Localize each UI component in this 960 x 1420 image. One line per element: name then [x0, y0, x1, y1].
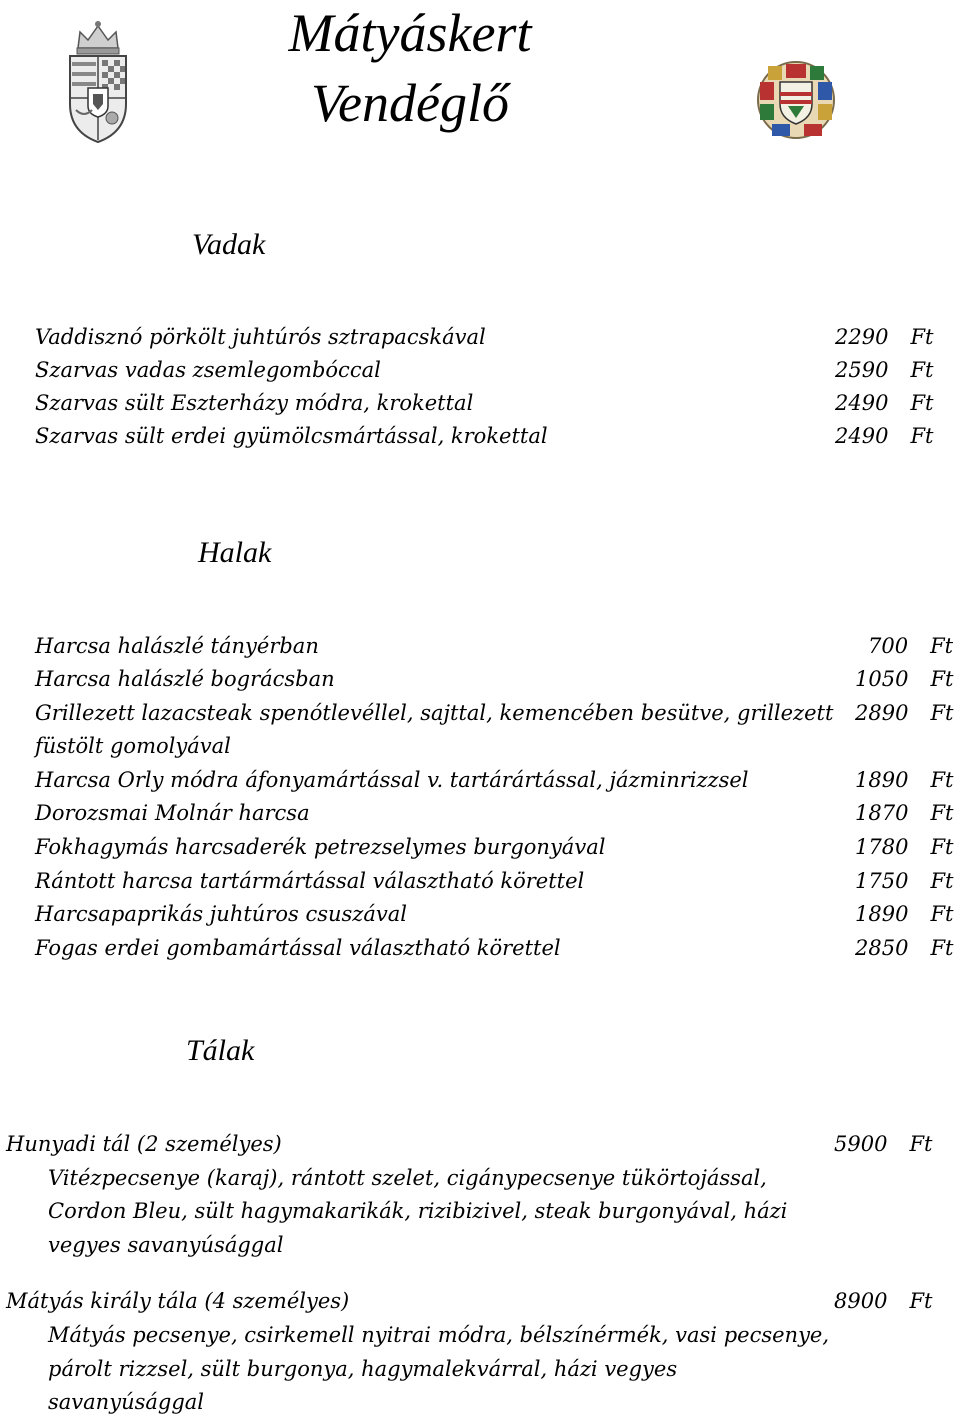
platter-description-line: Mátyás pecsenye, csirkemell nyitrai módra, bélszínérmék, vasi pecsenye,: [48, 1323, 830, 1347]
platter-description-line: savanyúsággal: [48, 1390, 205, 1414]
menu-item-name: Fogas erdei gombamártással választható körettel: [35, 936, 561, 960]
platter-description-line: Cordon Bleu, sült hagymakarikák, rizibizivel, steak burgonyával, házi: [48, 1199, 788, 1223]
menu-item: [35, 831, 955, 864]
menu-item-name: Harcsa halászlé tányérban: [35, 634, 319, 658]
menu-item-name: Szarvas sült Eszterházy módra, krokettal: [35, 391, 474, 415]
section-title-talak: Tálak: [186, 1034, 255, 1067]
menu-item-price: 2490 Ft: [835, 424, 934, 448]
menu-item-name: Harcsa halászlé bográcsban: [35, 667, 335, 691]
restaurant-title-line1: Mátyáskert: [288, 3, 532, 63]
platter-price: 8900 Ft: [834, 1289, 933, 1313]
menu-item-price: 1890 Ft: [855, 902, 954, 926]
menu-item: [35, 354, 940, 387]
section-title-halak: Halak: [198, 536, 272, 569]
menu-item: [35, 630, 955, 663]
menu-item: [35, 764, 955, 797]
menu-item-price: 1870 Ft: [855, 801, 954, 825]
menu-item-name-continued: füstölt gomolyával: [35, 734, 231, 758]
menu-item-price: 1050 Ft: [855, 667, 954, 691]
menu-item-price: 1890 Ft: [855, 768, 954, 792]
menu-item-name: Grillezett lazacsteak spenótlevéllel, sajttal, kemencében besütve, grillezett: [35, 701, 834, 725]
platter-description-line: Vitézpecsenye (karaj), rántott szelet, cigánypecsenye tükörtojással,: [48, 1166, 767, 1190]
menu-item-name: Szarvas sült erdei gyümölcsmártással, krokettal: [35, 424, 548, 448]
platter-description-line: párolt rizzsel, sült burgonya, hagymalekvárral, házi vegyes: [48, 1357, 678, 1381]
menu-item-price: 1750 Ft: [855, 869, 954, 893]
menu-item-price: 2590 Ft: [835, 358, 934, 382]
menu-item: [35, 663, 955, 696]
menu-item-price: 1780 Ft: [855, 835, 954, 859]
platter-item: [6, 1128, 936, 1161]
menu-item-price: 2290 Ft: [835, 325, 934, 349]
menu-item: [35, 697, 955, 763]
section-title-vadak: Vadak: [192, 228, 266, 261]
menu-item-name: Rántott harcsa tartármártással választható körettel: [35, 869, 585, 893]
menu-item: [35, 321, 940, 354]
platter-item: [6, 1285, 936, 1318]
menu-item-name: Szarvas vadas zsemlegombóccal: [35, 358, 381, 382]
menu-item-price: 2890 Ft: [855, 701, 954, 725]
platter-price: 5900 Ft: [834, 1132, 933, 1156]
platter-name: Hunyadi tál (2 személyes): [6, 1132, 282, 1156]
menu-item: [35, 387, 940, 420]
menu-item-name: Harcsa Orly módra áfonyamártással v. tartárártással, jázminrizzsel: [35, 768, 749, 792]
menu-item-price: 2490 Ft: [835, 391, 934, 415]
coat-of-arms-icon: [62, 18, 134, 146]
menu-item-name: Harcsapaprikás juhtúros csuszával: [35, 902, 407, 926]
platter-description-line: vegyes savanyúsággal: [48, 1233, 284, 1257]
menu-item-price: 700 Ft: [868, 634, 954, 658]
menu-item-name: Dorozsmai Molnár harcsa: [35, 801, 310, 825]
restaurant-title-line2: Vendéglő: [311, 73, 509, 133]
menu-item-price: 2850 Ft: [855, 936, 954, 960]
menu-item: [35, 420, 940, 453]
platter-name: Mátyás király tála (4 személyes): [6, 1289, 350, 1313]
menu-item-name: Vaddisznó pörkölt juhtúrós sztrapacskával: [35, 325, 486, 349]
heraldic-shield-icon: [756, 60, 836, 140]
menu-item: [35, 932, 955, 965]
menu-item: [35, 898, 955, 931]
menu-item-name: Fokhagymás harcsaderék petrezselymes burgonyával: [35, 835, 606, 859]
menu-item: [35, 865, 955, 898]
menu-item: [35, 797, 955, 830]
